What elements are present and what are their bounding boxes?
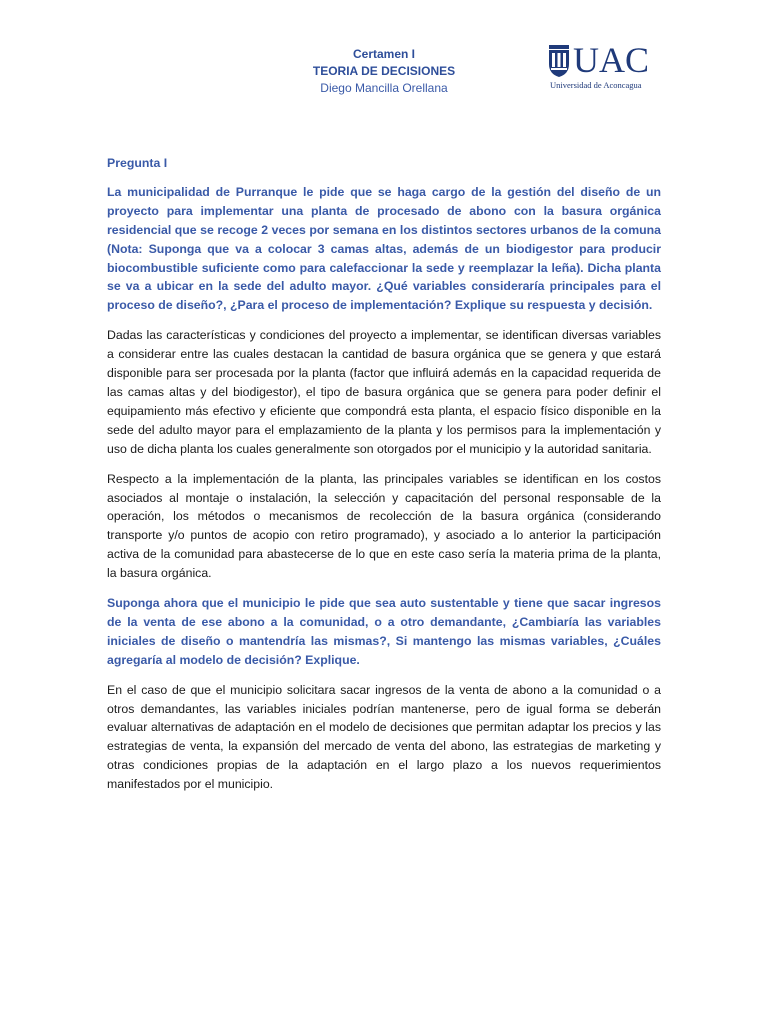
question-1: La municipalidad de Purranque le pide que se haga cargo de la gestión del diseño de un proyecto para implementar una planta de procesado de abono con la basura orgánica residencial que se recoge 2 veces por semana en los distintos sectores urbanos de la comuna (Nota: Suponga que va a colocar 3 camas altas, además de un biodigestor para producir biocombustible suficiente como para calefaccionar la sede y reemplazar la leña). Dicha planta se va a ubicar en la sede del adulto mayor. ¿Qué variables consideraría principales para el proceso de diseño?, ¿Para el proceso de implementación? Explique su respuesta y decisión. xyxy=(107,184,661,313)
logo-university-name: Universidad de Aconcagua xyxy=(550,80,642,90)
answer-1-paragraph-2: Respecto a la implementación de la planta, las principales variables se identifican en los costos asociados al montaje o instalación, la selección y capacitación del personal responsable de la operación, los métodos o mecanismos de recolección de la basura orgánica (considerando transporte y/o puntos de acopio con retiro programado), y asociado a lo anterior la participación activa de la comunidad para abastecerse de lo que en este caso sería la materia prima de la planta, la basura orgánica. xyxy=(107,471,661,581)
author-name: Diego Mancilla Orellana xyxy=(320,81,448,95)
answer-2-paragraph: En el caso de que el municipio solicitara sacar ingresos de la venta de abono a la comunidad o a otros demandantes, las variables iniciales podrían mantenerse, pero de igual forma se deberán evaluar alternativas de adaptación en el modelo de decisiones que permitan adaptar los precios y las estrategias de venta, la expansión del mercado de venta del abono, las estrategias de marketing y otras condiciones propias de la adaptación en el largo plazo a los nuevos requerimientos manifestados por el municipio. xyxy=(107,682,661,792)
question-2: Suponga ahora que el municipio le pide que sea auto sustentable y tiene que sacar ingresos de la venta de ese abono a la comunidad, o a otro demandante, ¿Cambiaría las variables iniciales de diseño o mantendría las mismas?, Si mantengo las mismas variables, ¿Cuáles agregaría al modelo de decisión? Explique. xyxy=(107,596,661,667)
course-title: TEORIA DE DECISIONES xyxy=(312,64,456,78)
document-header xyxy=(284,46,484,97)
university-logo xyxy=(548,40,668,94)
logo-acronym: UAC xyxy=(573,40,650,80)
answer-1-paragraph-1: Dadas las características y condiciones del proyecto a implementar, se identifican diversas variables a considerar entre las cuales destacan la cantidad de basura orgánica que se genera y que estará disponible para ser procesada por la planta (factor que influirá además en la capacidad requerida de las camas altas y del biodigestor), el tipo de basura orgánica que se genera para poder definir el equipamiento más efectivo y eficiente que compondrá esta planta, el espacio físico disponible en la sede del adulto mayor para el emplazamiento de la planta y los permisos para la implementación y uso de dicha planta los cuales generalmente son otorgados por el municipio y la autoridad sanitaria. xyxy=(107,328,661,456)
question-heading: Pregunta I xyxy=(107,156,168,170)
exam-title: Certamen I xyxy=(352,47,416,61)
document-body xyxy=(107,154,661,805)
shield-icon xyxy=(548,44,570,78)
